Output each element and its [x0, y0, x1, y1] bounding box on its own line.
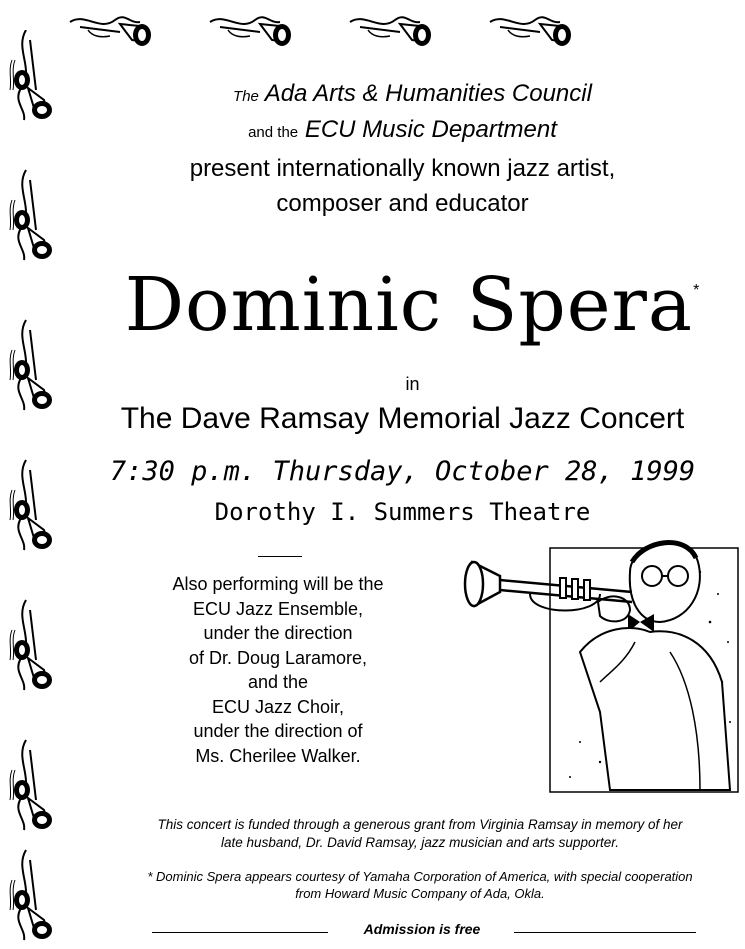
also-performing-line: of Dr. Doug Laramore,	[188, 647, 368, 668]
also-performing-line: under the direction of	[193, 721, 363, 741]
courtesy-note	[90, 868, 745, 902]
also-performing-line: ECU Jazz Choir,	[211, 696, 345, 717]
event-venue: Dorothy I. Summers Theatre	[214, 498, 591, 526]
trumpet-border-top-icon	[60, 0, 620, 60]
presenter-line-1	[0, 80, 745, 108]
also-performing-line: under the direction	[203, 623, 353, 643]
presenter-line-2-prefix: and the	[248, 124, 299, 141]
also-performing-line: and the	[247, 672, 309, 692]
presenter-line-1-prefix: The	[233, 88, 259, 105]
admission-rule-right	[514, 932, 696, 933]
funding-note	[90, 816, 745, 852]
presenter-line-3: present internationally known jazz artist,	[189, 155, 616, 182]
also-performing-line: Ms. Cherilee Walker.	[195, 745, 361, 766]
presenter-line-2	[0, 116, 745, 144]
event-title: The Dave Ramsay Memorial Jazz Concert	[120, 402, 685, 435]
courtesy-line: from Howard Music Company of Ada, Okla.	[295, 886, 545, 901]
also-performing	[120, 572, 436, 768]
also-performing-line: Also performing will be the	[172, 574, 384, 594]
artist-asterisk: *	[693, 282, 701, 299]
trumpet-player-illustration	[460, 532, 743, 794]
presenter-line-4: composer and educator	[276, 190, 529, 217]
admission-text: Admission is free	[363, 921, 481, 937]
artist-name-text: Dominic Spera	[124, 262, 694, 348]
artist-name	[80, 262, 745, 348]
trumpet-border-left-icon	[0, 30, 60, 949]
event-datetime: 7:30 p.m. Thursday, October 28, 1999	[109, 456, 696, 487]
funding-line: This concert is funded through a generous grant from Virginia Ramsay in memory of her	[157, 817, 683, 832]
admission-rule-left	[152, 932, 328, 933]
divider	[258, 556, 302, 557]
presenter-line-1-main: Ada Arts & Humanities Council	[264, 80, 592, 107]
funding-line: late husband, Dr. David Ramsay, jazz musician and arts supporter.	[221, 835, 619, 850]
event-connector: in	[405, 374, 420, 394]
presenter-line-2-main: ECU Music Department	[304, 116, 557, 143]
courtesy-line: * Dominic Spera appears courtesy of Yamaha Corporation of America, with special cooperation	[147, 869, 693, 884]
also-performing-line: ECU Jazz Ensemble,	[192, 598, 364, 619]
